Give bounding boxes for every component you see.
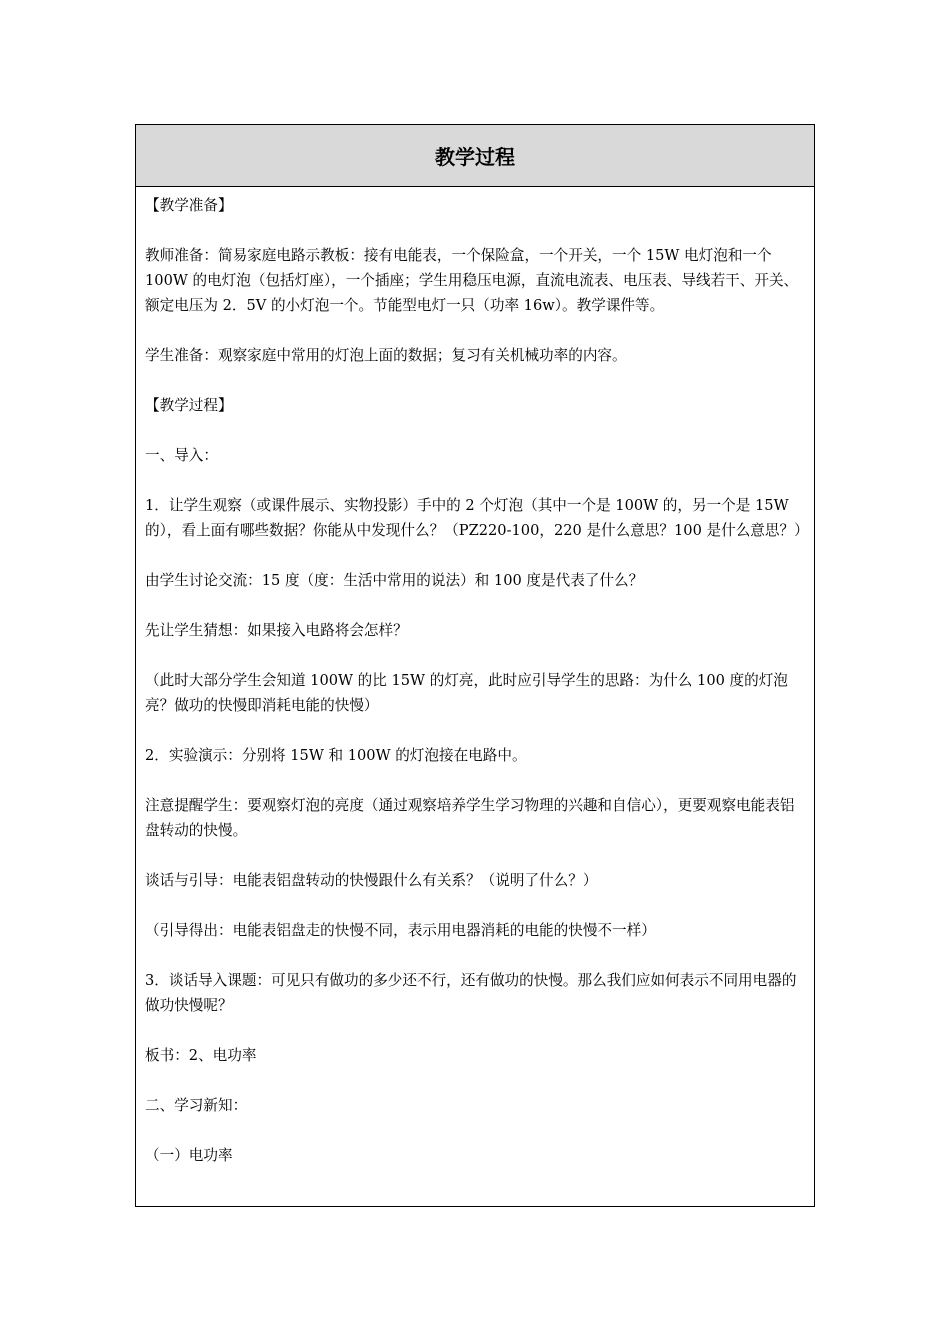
paragraph-step-3: 3．谈话导入课题：可见只有做功的多少还不行，还有做功的快慢。那么我们应如何表示不同用电器的做功快慢呢？ — [145, 972, 797, 1014]
lesson-table — [135, 124, 815, 1207]
paragraph-discussion: 由学生讨论交流：15 度（度：生活中常用的说法）和 100 度是代表了什么？ — [145, 572, 644, 589]
table-header — [136, 125, 814, 187]
paragraph-talk-guide: 谈话与引导：电能表铝盘转动的快慢跟什么有关系？（说明了什么？） — [145, 872, 598, 889]
subheading-electric-power: （一）电功率 — [145, 1147, 233, 1164]
paragraph-attention: 注意提醒学生：要观察灯泡的亮度（通过观察培养学生学习物理的兴趣和自信心），更要观察电能表铝盘转动的快慢。 — [145, 797, 795, 839]
paragraph-guess: 先让学生猜想：如果接入电路将会怎样？ — [145, 622, 408, 639]
paragraph-guidance-note: （此时大部分学生会知道 100W 的比 15W 的灯亮，此时应引导学生的思路：为什么 100 度的灯泡亮？做功的快慢即消耗电能的快慢） — [145, 672, 788, 714]
paragraph-step-2: 2．实验演示：分别将 15W 和 100W 的灯泡接在电路中。 — [145, 747, 527, 764]
paragraph-student-preparation: 学生准备：观察家庭中常用的灯泡上面的数据；复习有关机械功率的内容。 — [145, 347, 627, 364]
page-title: 教学过程 — [435, 145, 515, 169]
lesson-content — [136, 187, 814, 1168]
paragraph-conclusion-note: （引导得出：电能表铝盘走的快慢不同，表示用电器消耗的电能的快慢不一样） — [145, 922, 656, 939]
section-heading-preparation: 【教学准备】 — [145, 197, 233, 214]
paragraph-blackboard: 板书：2、电功率 — [145, 1047, 257, 1064]
section-heading-process: 【教学过程】 — [145, 397, 233, 414]
subheading-introduction: 一、导入： — [145, 447, 218, 464]
subheading-new-knowledge: 二、学习新知： — [145, 1097, 248, 1114]
paragraph-teacher-preparation: 教师准备：简易家庭电路示教板：接有电能表，一个保险盒，一个开关，一个 15W 电灯泡和一个 100W 的电灯泡（包括灯座），一个插座；学生用稳压电源，直流电流表、电压表、导线若干、开关、额定电压为 2．5V 的小灯泡一个。节能型电灯一只（功率 16w）。教学课件等。 — [145, 247, 799, 314]
paragraph-step-1: 1．让学生观察（或课件展示、实物投影）手中的 2 个灯泡（其中一个是 100W 的，另一个是 15W 的），看上面有哪些数据？你能从中发现什么？（PZ220-100，220 是什么意思？100 是什么意思？） — [145, 497, 809, 539]
